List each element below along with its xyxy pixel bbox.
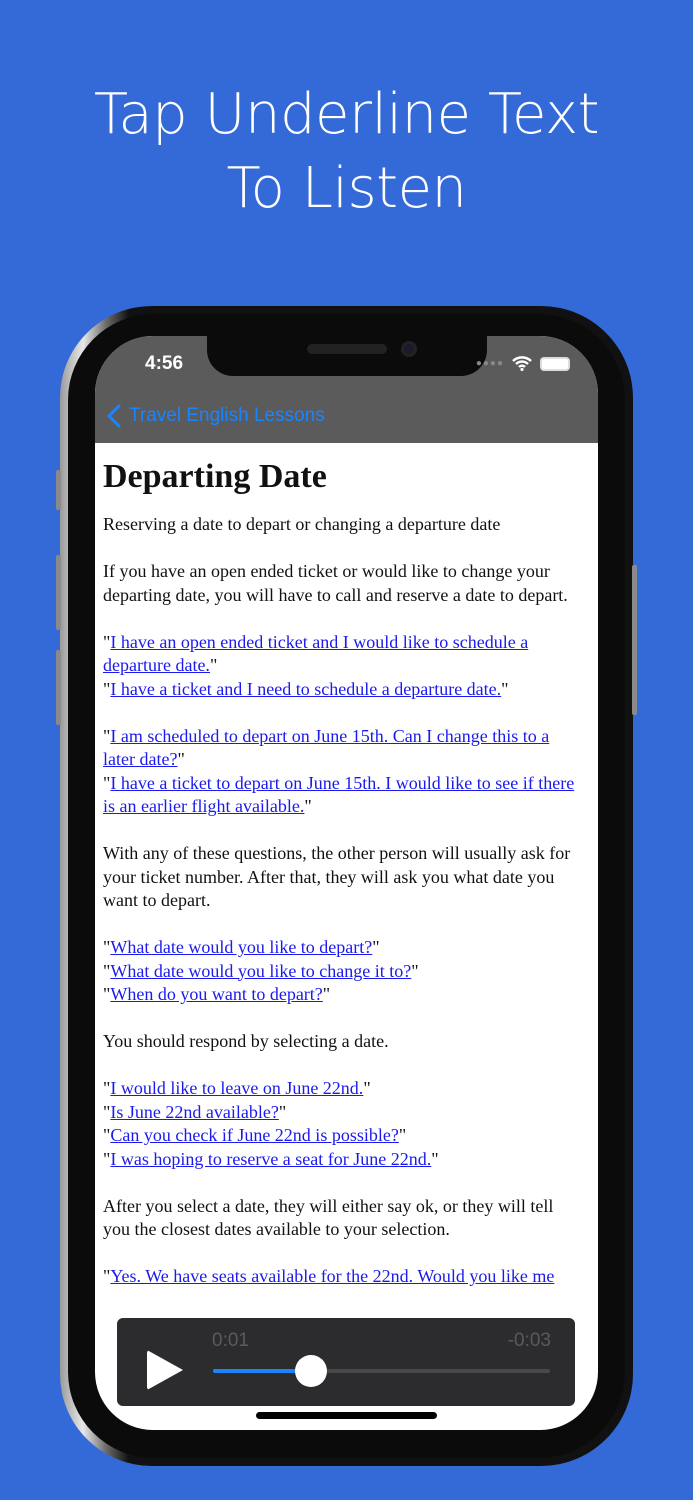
audio-phrase-link[interactable]: I have a ticket and I need to schedule a departure date.	[110, 678, 502, 699]
audio-phrase-link[interactable]: When do you want to depart?	[110, 984, 323, 1004]
signal-icon: ●●●●	[475, 358, 504, 369]
home-indicator	[256, 1412, 437, 1419]
audio-phrase-link[interactable]: What date would you like to change it to?	[110, 960, 412, 981]
audio-phrase-link[interactable]: I would like to leave on June 22nd.	[110, 1078, 364, 1098]
paragraph: "I am scheduled to depart on June 15th. Can I change this to a later date?" "I have a ticket to depart on June 15th. I would like to see if there is an earlier flight available."	[103, 725, 575, 816]
audio-phrase-link[interactable]: Yes. We have seats available for the 22nd. Would you like me	[110, 1266, 555, 1286]
paragraph	[103, 513, 581, 537]
remaining-time: -0:03	[507, 1330, 551, 1351]
volume-up-button	[56, 555, 61, 630]
audio-phrase-link[interactable]: I was hoping to reserve a seat for June 22nd.	[110, 1148, 432, 1169]
paragraph-text: If you have an open ended ticket or would like to change your departing date, you will have to call and reserve a date to depart.	[103, 561, 568, 605]
paragraph: "Yes. We have seats available for the 22nd. Would you like me	[103, 1266, 555, 1286]
article	[103, 443, 581, 1312]
audio-phrase-link[interactable]: I have an open ended ticket and I would like to schedule a departure date.	[103, 631, 529, 675]
paragraph-text: With any of these questions, the other person will usually ask for your ticket number. After that, they will ask you what date you want to depart.	[103, 843, 571, 910]
back-button[interactable]	[107, 404, 325, 428]
headline-line-2: To Listen	[226, 156, 467, 221]
volume-down-button	[56, 650, 61, 725]
progress-slider[interactable]	[213, 1369, 550, 1373]
audio-phrase-link[interactable]: Is June 22nd available?	[110, 1101, 279, 1122]
headline	[0, 78, 693, 226]
paragraph	[103, 842, 581, 913]
back-label: Travel English Lessons	[129, 405, 325, 426]
headline-line-1: Tap Underline Text	[93, 82, 600, 147]
paragraph	[103, 560, 581, 607]
mute-switch	[56, 470, 61, 510]
paragraph	[103, 1195, 581, 1242]
camera-icon	[401, 341, 417, 357]
battery-icon	[540, 357, 570, 371]
paragraph: "I have an open ended ticket and I would like to schedule a departure date." "I have a ticket and I need to schedule a departure date."	[103, 631, 529, 699]
power-button	[632, 565, 637, 715]
notch	[207, 336, 487, 376]
paragraph	[103, 1030, 581, 1054]
audio-phrase-link[interactable]: What date would you like to depart?	[110, 937, 373, 957]
play-icon[interactable]	[147, 1350, 183, 1390]
current-time: 0:01	[212, 1330, 249, 1351]
paragraph-text: You should respond by selecting a date.	[103, 1031, 389, 1051]
navigation-bar	[95, 336, 598, 443]
article-title: Departing Date	[103, 458, 327, 495]
paragraph-text: Reserving a date to depart or changing a departure date	[103, 514, 501, 534]
audio-player	[117, 1318, 575, 1406]
paragraph-text: After you select a date, they will either say ok, or they will tell you the closest dates available to your selection.	[103, 1195, 554, 1239]
audio-phrase-link[interactable]: I have a ticket to depart on June 15th. I would like to see if there is an earlier flight available.	[103, 772, 575, 816]
paragraph: "I would like to leave on June 22nd." "Is June 22nd available?" "Can you check if June 22nd is possible?" "I was hoping to reserve a seat for June 22nd."	[103, 1078, 439, 1169]
wifi-icon	[512, 356, 532, 371]
audio-phrase-link[interactable]: Can you check if June 22nd is possible?	[110, 1125, 399, 1145]
slider-thumb[interactable]	[295, 1355, 327, 1387]
status-time: 4:56	[145, 353, 184, 374]
paragraph: "What date would you like to depart?" "What date would you like to change it to?" "When do you want to depart?"	[103, 937, 419, 1004]
phone-screen	[95, 336, 598, 1430]
chevron-left-icon	[107, 404, 121, 428]
audio-phrase-link[interactable]: I am scheduled to depart on June 15th. Can I change this to a later date?	[103, 725, 550, 769]
